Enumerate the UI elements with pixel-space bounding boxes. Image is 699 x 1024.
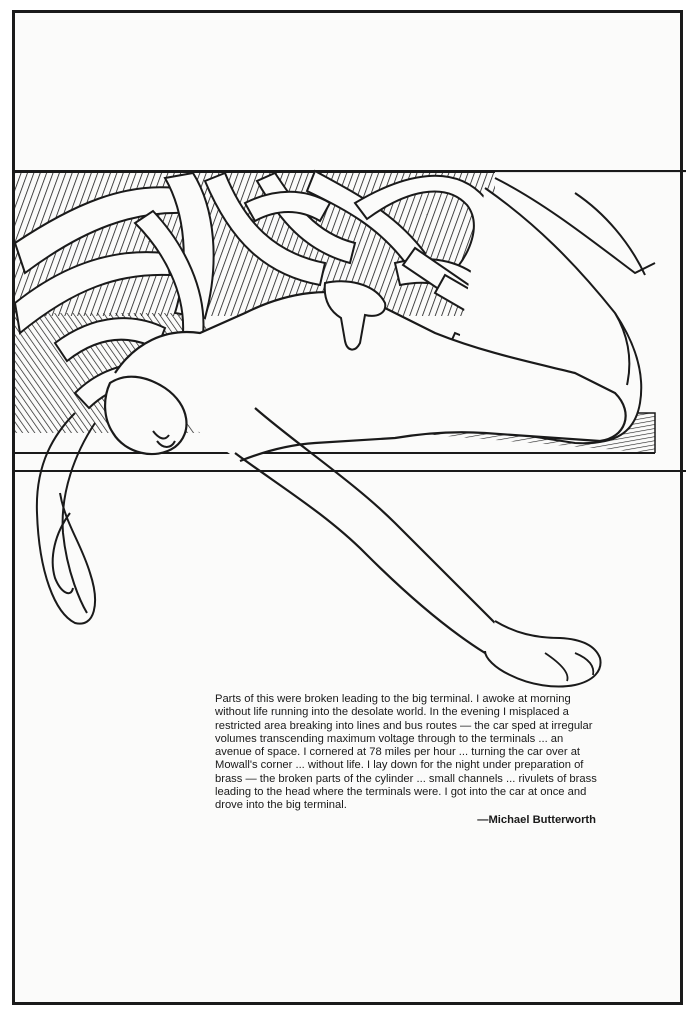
illustration bbox=[15, 13, 686, 1008]
caption bbox=[215, 693, 600, 827]
caption-text: Parts of this were broken leading to the big terminal. I awoke at morning without life running into the desolate world. In the evening I misplaced a restricted area breaking into lines and bus routes — the car sped at irregular volumes transcending maximum voltage through to the terminals ... an avenue of space. I cornered at 78 miles per hour ... turning the car over at Mowall's corner ... without life. I lay down for the night under preparation of brass — the broken parts of the cylinder ... small channels ... rivulets of brass leading to the head where the terminals were. I got into the car at once and drove into the big terminal. bbox=[215, 693, 597, 812]
page-frame bbox=[12, 10, 683, 1005]
cable-mass bbox=[15, 171, 686, 687]
caption-credit: —Michael Butterworth bbox=[477, 813, 596, 826]
